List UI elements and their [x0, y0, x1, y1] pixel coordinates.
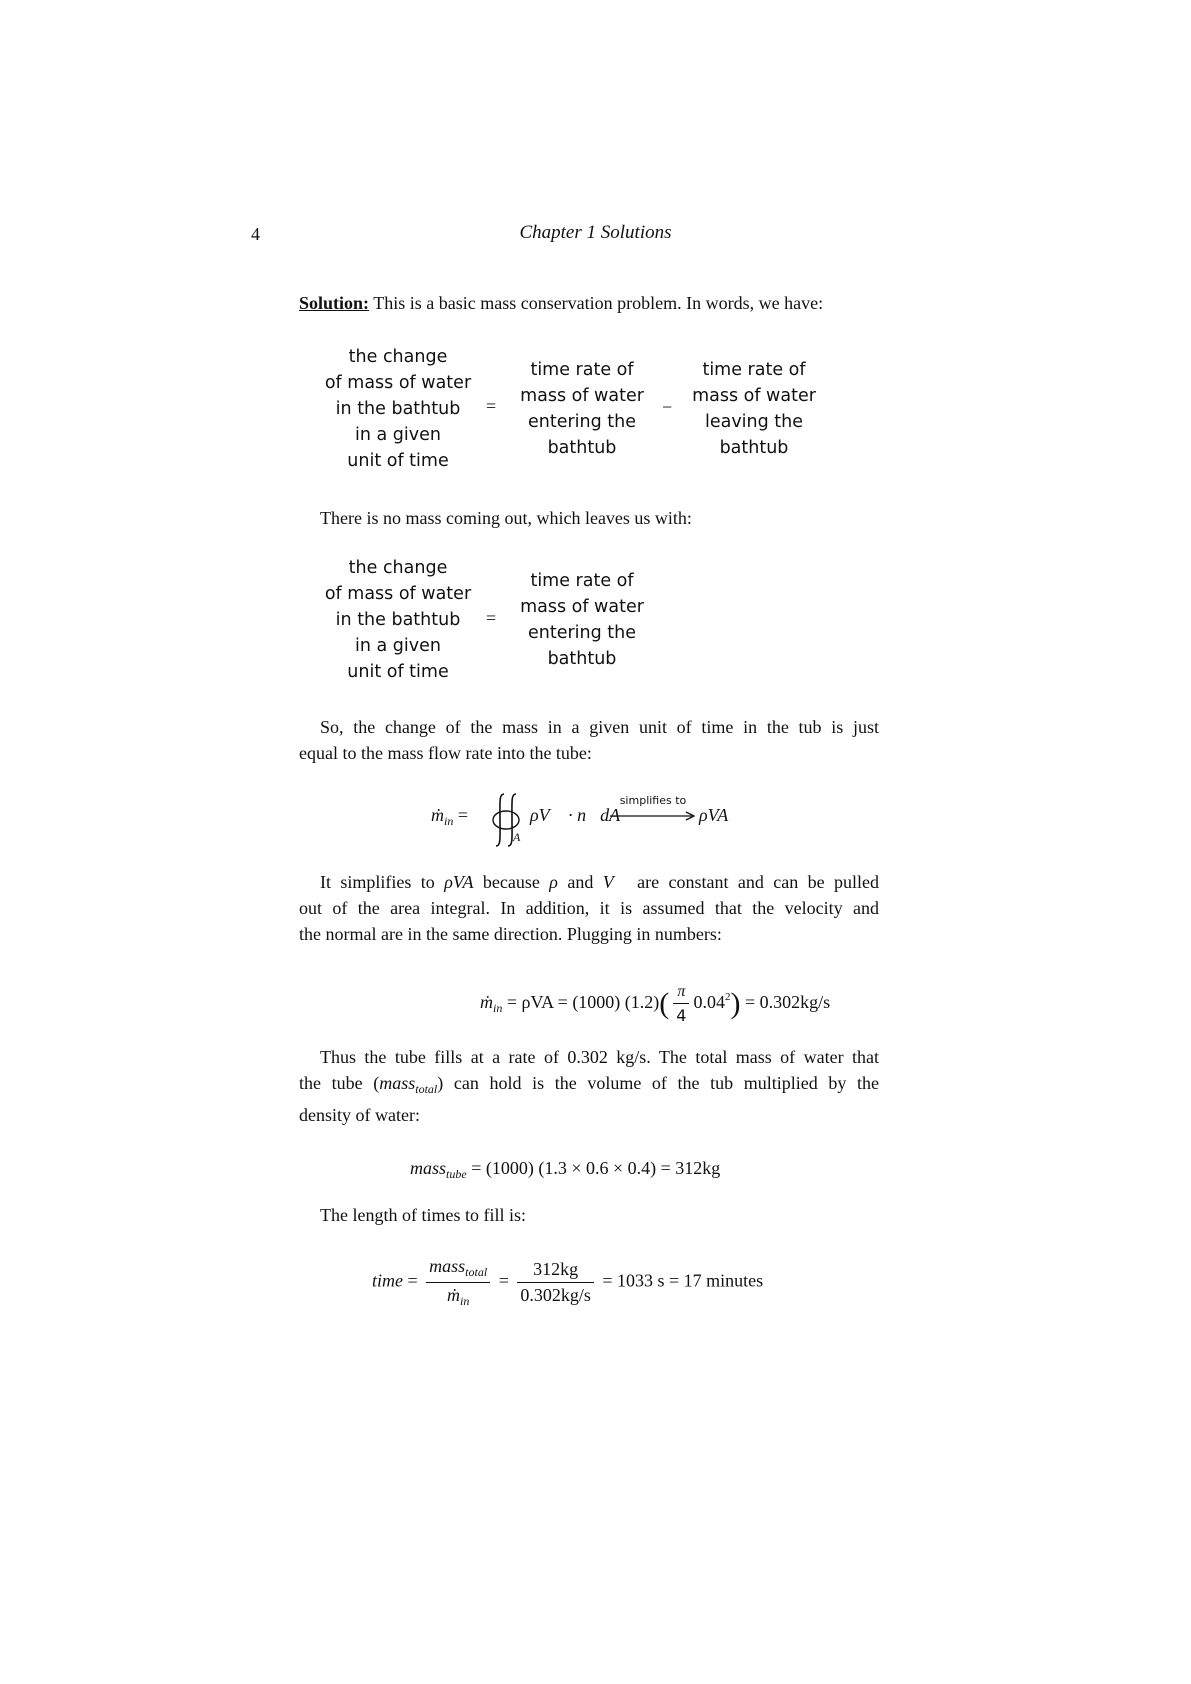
word-eq1-lhs-line: unit of time	[347, 451, 449, 471]
can-hold-text: ) can hold is the volume of the tub multiplied by the	[437, 1073, 879, 1093]
subscript-total: total	[465, 1265, 488, 1279]
word-eq2-lhs-line: unit of time	[347, 662, 449, 682]
paragraph-so-line2: equal to the mass flow rate into the tube:	[299, 743, 592, 763]
word-eq1-lhs-line: in a given	[355, 425, 441, 445]
mass-symbol: mass	[429, 1256, 466, 1276]
paragraph-no-mass-out-text: There is no mass coming out, which leaves us with:	[320, 508, 692, 528]
mdot-symbol: ṁ	[480, 992, 493, 1013]
rhs-part2: = 0.302kg/s	[744, 992, 831, 1013]
denominator-four: 4	[676, 1006, 687, 1025]
word-eq2-term-in-line: bathtub	[547, 649, 617, 669]
time-result: = 1033 s = 17 minutes	[602, 1270, 764, 1291]
word-eq1-lhs-line: in the bathtub	[335, 399, 461, 419]
paragraph-length-text: The length of times to fill is:	[320, 1205, 526, 1225]
subscript-in: in	[493, 1001, 503, 1016]
word-eq2-term-in-line: time rate of	[530, 571, 634, 591]
simplifies-text: It simplifies to	[320, 872, 435, 892]
equals-sign: =	[498, 1270, 509, 1291]
solution-intro	[299, 290, 879, 316]
paragraph-thus	[299, 1044, 879, 1128]
word-eq1-equals: =	[486, 396, 497, 416]
word-eq2-lhs-line: in the bathtub	[335, 610, 461, 630]
word-eq2-term-in	[512, 568, 652, 672]
word-eq1-term-in	[512, 357, 652, 461]
paragraph-thus-line1: Thus the tube fills at a rate of 0.302 kg/s. The total mass of water that	[320, 1047, 879, 1067]
word-eq2-equals: =	[486, 608, 497, 628]
time-symbol: time	[372, 1270, 403, 1291]
equation-fill-time	[372, 1256, 763, 1309]
solution-intro-text: This is a basic mass conservation problem. In words, we have:	[373, 293, 824, 313]
rho-inline: ρ	[549, 872, 558, 892]
the-tube-text: the tube (	[299, 1073, 380, 1093]
running-header: Chapter 1 Solutions	[519, 222, 672, 243]
because-text: because	[482, 872, 540, 892]
word-eq1-term-out	[684, 357, 824, 461]
word-eq1-term-out-line: time rate of	[702, 360, 806, 380]
paragraph-simplifies-line3: the normal are in the same direction. Plugging in numbers:	[299, 924, 722, 944]
velocity-vector-inline: V⃗	[602, 872, 628, 892]
exponent-two: 2	[724, 991, 731, 1004]
word-eq1-term-in-line: mass of water	[520, 386, 644, 406]
paragraph-thus-line3: density of water:	[299, 1105, 420, 1125]
mdot-symbol: ṁ	[431, 805, 444, 825]
arrow-label: simplifies to	[619, 794, 687, 807]
pi-symbol: π	[673, 983, 689, 1004]
word-eq1-term-out-line: bathtub	[719, 438, 789, 458]
word-eq1-term-out-line: mass of water	[692, 386, 816, 406]
solution-label: Solution:	[299, 293, 370, 313]
mdot-symbol: ṁ	[447, 1285, 460, 1305]
word-eq1-term-in-line: bathtub	[547, 438, 617, 458]
paragraph-simplifies	[299, 869, 879, 947]
right-arrow-icon	[610, 809, 696, 827]
integral-subscript-A: A	[513, 830, 521, 844]
word-eq1-term-in-line: time rate of	[530, 360, 634, 380]
equals-sign: =	[407, 1270, 418, 1291]
paragraph-length	[299, 1202, 879, 1228]
word-eq2-lhs-line: the change	[348, 558, 448, 578]
subscript-tube: tube	[446, 1167, 467, 1181]
word-eq2-lhs-line: of mass of water	[324, 584, 472, 604]
subscript-total: total	[415, 1082, 438, 1096]
equation-mass-tube	[410, 1158, 720, 1182]
mass-symbol: mass	[379, 1073, 416, 1093]
word-eq1-term-out-line: leaving the	[704, 412, 804, 432]
and-text: and	[567, 872, 594, 892]
word-eq2-lhs-line: in a given	[355, 636, 441, 656]
closed-surface-integral-icon	[488, 790, 530, 857]
word-eq2-term-in-line: mass of water	[520, 597, 644, 617]
word-eq1-minus: −	[662, 397, 673, 417]
equation-mass-flow-numbers: $ṁ_{in} = \rho VA = (1000)$ (1.2)( $\frac{\pi}{4}$ 0.04$^2$) = 0.302kg/s	[480, 983, 831, 1025]
word-eq2-lhs	[318, 555, 478, 685]
paragraph-simplifies-line2: out of the area integral. In addition, it is assumed that the velocity and	[299, 898, 879, 918]
flux-result: ρVA	[699, 805, 729, 825]
mass-value: 312kg	[517, 1259, 594, 1283]
mass-tube-rhs: = (1000) (1.3 × 0.6 × 0.4) = 312kg	[471, 1158, 721, 1178]
rhs-part1: = ρVA = (1000) (1.2)	[506, 992, 660, 1013]
word-eq2-term-in-line: entering the	[527, 623, 637, 643]
subscript-in: in	[460, 1294, 470, 1308]
integrand: ρV⃗ · n⃗dA	[530, 805, 621, 825]
paragraph-so-line1: So, the change of the mass in a given unit of time in the tub is just	[320, 717, 879, 737]
constant-text: are constant and can be pulled	[637, 872, 880, 892]
mass-symbol: mass	[410, 1158, 447, 1178]
rho-v-a-inline: ρVA	[444, 872, 474, 892]
subscript-in: in	[444, 814, 454, 828]
word-eq1-lhs-line: of mass of water	[324, 373, 472, 393]
word-eq1-term-in-line: entering the	[527, 412, 637, 432]
equation-mass-flux	[431, 805, 468, 829]
paragraph-no-mass-out	[299, 505, 879, 531]
flow-rate-value: 0.302kg/s	[520, 1285, 591, 1305]
equals-sign: =	[457, 805, 468, 825]
diameter-value: 0.04	[693, 992, 725, 1013]
paragraph-so	[299, 714, 879, 766]
word-eq1-lhs	[318, 344, 478, 474]
word-eq1-lhs-line: the change	[348, 347, 448, 367]
page-number: 4	[251, 224, 260, 244]
